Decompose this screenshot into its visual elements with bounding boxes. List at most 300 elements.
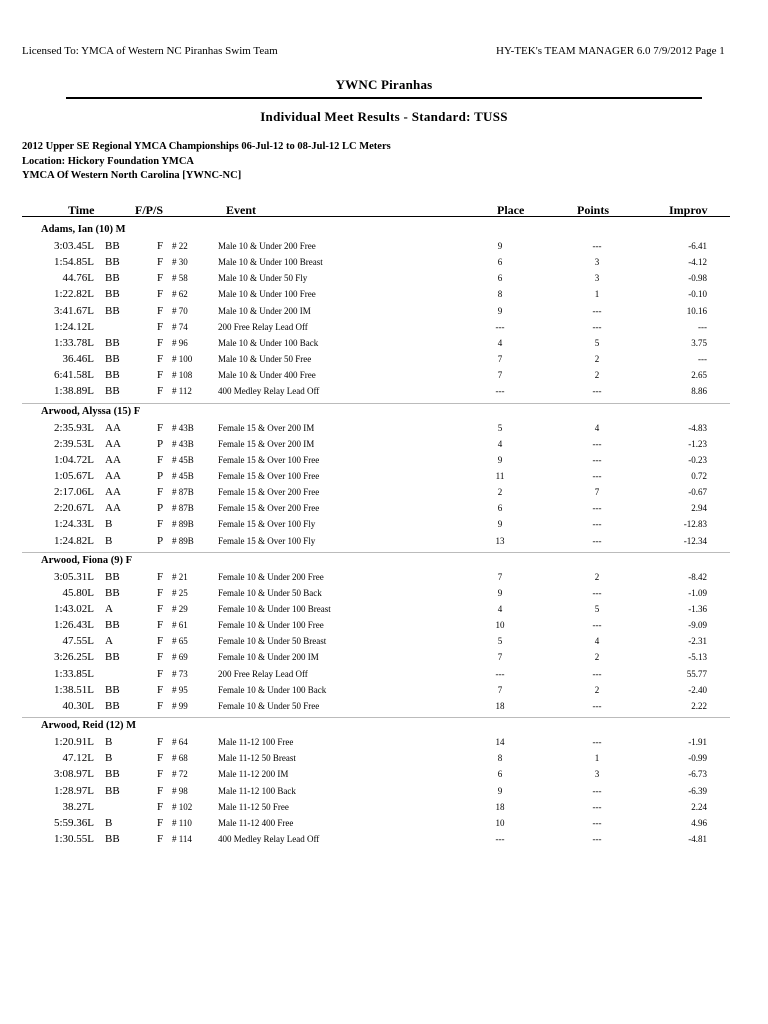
result-event-number: # 110: [172, 817, 192, 828]
result-event: Male 10 & Under 100 Free: [218, 289, 316, 300]
result-final-prelim: F: [157, 320, 164, 333]
result-event-number: # 72: [172, 769, 188, 780]
result-place: ---: [495, 321, 505, 332]
result-final-prelim: F: [157, 385, 164, 398]
result-place: 9: [497, 241, 503, 251]
result-time: 3:08.97L: [53, 768, 94, 781]
result-improvement: -0.98: [688, 273, 707, 284]
result-points: ---: [592, 817, 602, 828]
result-row: [0, 833, 768, 849]
result-standard: BB: [105, 385, 120, 398]
result-event: Female 15 & Over 200 Free: [218, 503, 320, 514]
result-event: 400 Medley Relay Lead Off: [218, 386, 320, 397]
result-row: [0, 752, 768, 768]
result-place: 7: [497, 652, 503, 663]
result-time: 1:43.02L: [53, 603, 94, 615]
result-row: [0, 369, 768, 385]
result-row: [0, 817, 768, 833]
result-event-number: # 29: [172, 604, 188, 614]
col-header-place: Place: [497, 203, 525, 217]
result-event-number: # 114: [172, 833, 192, 844]
result-standard: B: [105, 816, 113, 829]
col-header-points: Points: [577, 203, 610, 217]
result-event: Male 10 & Under 200 Free: [218, 241, 316, 251]
result-final-prelim: F: [157, 353, 164, 366]
result-time: 1:24.33L: [53, 518, 94, 531]
result-event-number: # 64: [172, 737, 188, 748]
result-event-number: # 30: [172, 257, 188, 268]
result-place: 10: [495, 817, 505, 828]
swimmer-name: Adams, Ian (10) M: [41, 224, 126, 235]
result-row: [0, 668, 768, 684]
result-row: [0, 470, 768, 486]
result-improvement: -1.36: [688, 604, 707, 614]
result-time: 1:38.89L: [53, 385, 94, 398]
result-final-prelim: F: [157, 635, 164, 648]
result-points: 3: [594, 273, 600, 284]
result-points: 2: [594, 571, 600, 582]
result-row: [0, 337, 768, 353]
result-points: 5: [594, 337, 600, 348]
result-final-prelim: F: [157, 288, 164, 301]
result-standard: AA: [105, 486, 121, 499]
result-standard: AA: [105, 421, 121, 434]
result-final-prelim: F: [157, 570, 164, 583]
result-improvement: -9.09: [688, 620, 707, 631]
result-points: ---: [592, 700, 602, 711]
result-row: [0, 272, 768, 288]
result-event-number: # 99: [172, 700, 188, 711]
result-event: Male 11-12 200 IM: [218, 769, 289, 780]
result-event: 400 Medley Relay Lead Off: [218, 833, 320, 844]
result-points: ---: [592, 785, 602, 796]
result-final-prelim: F: [157, 619, 164, 632]
result-event-number: # 108: [172, 370, 193, 381]
result-standard: BB: [105, 336, 120, 349]
result-event: Female 10 & Under 50 Free: [218, 700, 320, 711]
result-standard: AA: [105, 453, 121, 466]
result-improvement: 3.75: [691, 337, 707, 348]
result-improvement: 8.86: [691, 386, 707, 397]
license-line: Licensed To: YMCA of Western NC Piranhas Swim Team: [22, 45, 278, 57]
result-time: 2:35.93L: [53, 421, 94, 434]
result-event-number: # 45B: [172, 470, 194, 481]
result-event: Female 10 & Under 100 Back: [218, 684, 327, 695]
header-rule: [22, 216, 730, 217]
result-final-prelim: F: [157, 699, 164, 712]
result-event-number: # 43B: [172, 422, 194, 433]
result-time: 1:05.67L: [53, 469, 94, 482]
result-row: [0, 785, 768, 801]
result-row: [0, 486, 768, 502]
result-standard: A: [105, 603, 113, 615]
result-points: 5: [594, 604, 600, 614]
result-points: ---: [592, 620, 602, 631]
result-points: 3: [594, 257, 600, 268]
result-event-number: # 45B: [172, 454, 194, 465]
result-points: 3: [594, 769, 600, 780]
result-improvement: -12.34: [683, 535, 707, 546]
result-event: Male 10 & Under 100 Breast: [218, 257, 323, 268]
result-improvement: -0.10: [688, 289, 707, 300]
result-event-number: # 65: [172, 636, 188, 647]
result-place: 9: [497, 785, 503, 796]
result-place: 7: [497, 354, 503, 365]
result-row: [0, 305, 768, 321]
result-improvement: -1.91: [688, 737, 707, 748]
result-time: 1:28.97L: [53, 784, 94, 797]
report-title: Individual Meet Results - Standard: TUSS: [260, 109, 508, 124]
swimmer-name: Arwood, Reid (12) M: [41, 720, 137, 732]
result-improvement: -2.31: [688, 636, 707, 647]
result-final-prelim: F: [157, 586, 164, 599]
result-standard: B: [105, 518, 113, 531]
result-standard: BB: [105, 570, 120, 583]
result-row: [0, 619, 768, 635]
result-event-number: # 89B: [172, 535, 194, 546]
result-place: 7: [497, 571, 503, 582]
result-place: 6: [497, 257, 503, 268]
result-final-prelim: F: [157, 603, 164, 615]
result-standard: BB: [105, 256, 120, 269]
result-points: ---: [592, 587, 602, 598]
result-place: ---: [495, 833, 505, 844]
result-place: 7: [497, 370, 503, 381]
result-row: [0, 700, 768, 716]
result-row: [0, 321, 768, 337]
result-improvement: -1.09: [688, 587, 707, 598]
result-points: 7: [594, 487, 600, 498]
result-points: 2: [594, 652, 600, 663]
result-time: 47.55L: [62, 635, 94, 648]
result-event: Male 10 & Under 100 Back: [218, 337, 319, 348]
result-standard: B: [105, 752, 113, 765]
result-place: 9: [497, 454, 503, 465]
result-improvement: 10.16: [686, 305, 707, 316]
result-event-number: # 43B: [172, 438, 194, 449]
result-points: ---: [592, 241, 602, 251]
result-improvement: -0.99: [688, 753, 707, 764]
result-place: 18: [495, 801, 505, 812]
result-time: 2:39.53L: [53, 437, 94, 450]
result-row: [0, 256, 768, 272]
result-points: 2: [594, 684, 600, 695]
result-place: 8: [497, 289, 503, 300]
result-standard: BB: [105, 369, 120, 382]
result-improvement: -2.40: [688, 684, 707, 695]
result-event: 200 Free Relay Lead Off: [218, 668, 308, 679]
result-row: [0, 353, 768, 369]
result-time: 45.80L: [62, 586, 94, 599]
result-event: Female 10 & Under 100 Free: [218, 620, 324, 631]
result-final-prelim: F: [157, 336, 164, 349]
result-final-prelim: P: [157, 469, 164, 482]
col-header-event: Event: [226, 203, 256, 217]
result-improvement: 0.72: [691, 470, 707, 481]
result-place: 14: [495, 737, 505, 748]
result-points: 4: [594, 636, 600, 647]
result-points: 2: [594, 370, 600, 381]
result-points: 1: [594, 753, 600, 764]
swimmer-name: Arwood, Alyssa (15) F: [41, 405, 141, 417]
result-event-number: # 73: [172, 668, 188, 679]
result-improvement: ---: [698, 321, 707, 332]
result-event: Male 10 & Under 50 Fly: [218, 273, 308, 284]
result-standard: B: [105, 534, 113, 547]
result-time: 3:41.67L: [53, 304, 94, 317]
result-final-prelim: F: [157, 683, 164, 696]
result-final-prelim: F: [157, 369, 164, 382]
result-final-prelim: F: [157, 453, 164, 466]
result-improvement: -5.13: [688, 652, 707, 663]
result-event: Male 10 & Under 400 Free: [218, 370, 316, 381]
result-place: 9: [497, 519, 503, 530]
result-improvement: -4.83: [688, 422, 707, 433]
result-time: 1:20.91L: [53, 736, 94, 749]
result-row: [0, 736, 768, 752]
result-row: [0, 454, 768, 470]
result-event: Female 15 & Over 100 Free: [218, 454, 320, 465]
result-event: Female 15 & Over 200 IM: [218, 438, 315, 449]
result-improvement: -1.23: [688, 438, 707, 449]
result-event: 200 Free Relay Lead Off: [218, 321, 308, 332]
result-improvement: -0.67: [688, 487, 707, 498]
result-points: ---: [592, 535, 602, 546]
result-event: Male 10 & Under 50 Free: [218, 354, 312, 365]
result-row: [0, 587, 768, 603]
result-standard: BB: [105, 768, 120, 781]
result-place: 5: [497, 636, 503, 647]
result-improvement: 4.96: [691, 817, 707, 828]
result-place: 6: [497, 503, 503, 514]
col-header-improv: Improv: [669, 203, 708, 217]
result-row: [0, 502, 768, 518]
result-final-prelim: F: [157, 421, 164, 434]
result-improvement: -6.41: [688, 241, 707, 251]
result-standard: BB: [105, 272, 120, 285]
result-final-prelim: P: [157, 534, 164, 547]
result-standard: BB: [105, 240, 120, 252]
result-time: 1:54.85L: [53, 256, 94, 269]
result-standard: BB: [105, 832, 120, 845]
result-place: 10: [495, 620, 505, 631]
result-points: ---: [592, 519, 602, 530]
swimmer-name: Arwood, Fiona (9) F: [41, 554, 132, 566]
result-improvement: -12.83: [683, 519, 707, 530]
result-event-number: # 112: [172, 386, 192, 397]
result-standard: AA: [105, 437, 121, 450]
result-event-number: # 98: [172, 785, 188, 796]
result-time: 2:17.06L: [53, 486, 94, 499]
result-points: ---: [592, 503, 602, 514]
team-title: YWNC Piranhas: [335, 77, 433, 92]
result-place: 5: [497, 422, 503, 433]
result-row: [0, 651, 768, 667]
result-event-number: # 89B: [172, 519, 194, 530]
result-event: Female 15 & Over 200 IM: [218, 422, 315, 433]
result-place: 7: [497, 684, 503, 695]
result-event: Female 15 & Over 100 Fly: [218, 535, 316, 546]
result-standard: BB: [105, 288, 120, 301]
result-improvement: 2.94: [691, 503, 707, 514]
result-time: 1:30.55L: [53, 832, 94, 845]
result-event-number: # 25: [172, 587, 188, 598]
result-final-prelim: F: [157, 816, 164, 829]
result-row: [0, 635, 768, 651]
meet-team: YMCA Of Western North Carolina [YWNC-NC]: [22, 170, 242, 181]
result-event: Female 15 & Over 100 Fly: [218, 519, 316, 530]
result-event: Female 10 & Under 50 Breast: [218, 636, 327, 647]
result-time: 44.76L: [62, 272, 94, 285]
result-time: 1:26.43L: [53, 619, 94, 632]
meet-name: 2012 Upper SE Regional YMCA Championships 06-Jul-12 to 08-Jul-12 LC Meters: [22, 141, 391, 152]
result-points: ---: [592, 668, 602, 679]
result-row: [0, 684, 768, 700]
result-row: [0, 603, 768, 619]
result-place: ---: [495, 386, 505, 397]
result-time: 3:03.45L: [53, 240, 94, 252]
swimmer-separator: [22, 717, 730, 718]
result-standard: A: [105, 635, 113, 648]
result-time: 1:04.72L: [53, 453, 94, 466]
result-standard: BB: [105, 619, 120, 632]
result-event: Male 11-12 50 Breast: [218, 753, 296, 764]
result-row: [0, 240, 768, 256]
result-improvement: -8.42: [688, 571, 707, 582]
result-place: ---: [495, 668, 505, 679]
result-event: Female 10 & Under 50 Back: [218, 587, 322, 598]
software-line: HY-TEK's TEAM MANAGER 6.0 7/9/2012 Page 1: [496, 45, 725, 57]
result-row: [0, 438, 768, 454]
result-final-prelim: F: [157, 736, 164, 749]
result-standard: BB: [105, 353, 120, 366]
result-points: ---: [592, 305, 602, 316]
result-event: Male 11-12 400 Free: [218, 817, 294, 828]
result-time: 38.27L: [62, 800, 94, 813]
result-place: 6: [497, 273, 503, 284]
result-standard: B: [105, 736, 113, 749]
result-points: ---: [592, 737, 602, 748]
result-event-number: # 68: [172, 753, 188, 764]
result-time: 5:59.36L: [53, 816, 94, 829]
result-place: 11: [495, 470, 505, 481]
result-time: 40.30L: [62, 699, 94, 712]
result-improvement: 2.22: [691, 700, 707, 711]
result-event-number: # 95: [172, 684, 188, 695]
result-final-prelim: P: [157, 502, 164, 515]
result-final-prelim: F: [157, 304, 164, 317]
result-place: 18: [495, 700, 505, 711]
result-time: 1:33.78L: [53, 336, 94, 349]
result-event-number: # 58: [172, 273, 188, 284]
result-time: 1:24.12L: [53, 320, 94, 333]
swimmer-separator: [22, 403, 730, 404]
result-improvement: ---: [698, 354, 707, 365]
result-event: Female 10 & Under 200 Free: [218, 571, 324, 582]
result-event-number: # 96: [172, 337, 188, 348]
result-event-number: # 61: [172, 620, 188, 631]
result-standard: BB: [105, 586, 120, 599]
result-points: 2: [594, 354, 600, 365]
meet-location: Location: Hickory Foundation YMCA: [22, 156, 194, 167]
result-event-number: # 87B: [172, 503, 194, 514]
result-final-prelim: F: [157, 272, 164, 285]
result-standard: BB: [105, 699, 120, 712]
result-event: Female 10 & Under 100 Breast: [218, 604, 331, 614]
result-final-prelim: F: [157, 768, 164, 781]
result-row: [0, 801, 768, 817]
result-event: Male 11-12 100 Back: [218, 785, 296, 796]
result-time: 2:20.67L: [53, 502, 94, 515]
result-points: ---: [592, 438, 602, 449]
result-row: [0, 385, 768, 401]
result-row: [0, 571, 768, 587]
result-improvement: -4.81: [688, 833, 707, 844]
result-points: ---: [592, 801, 602, 812]
result-points: ---: [592, 386, 602, 397]
result-event: Female 10 & Under 200 IM: [218, 652, 319, 663]
result-standard: BB: [105, 304, 120, 317]
result-time: 6:41.58L: [53, 369, 94, 382]
result-place: 6: [497, 769, 503, 780]
col-header-time: Time: [68, 203, 95, 217]
result-time: 47.12L: [62, 752, 94, 765]
result-improvement: -4.12: [688, 257, 707, 268]
result-final-prelim: F: [157, 667, 164, 680]
result-place: 4: [497, 337, 503, 348]
result-standard: AA: [105, 502, 121, 515]
result-improvement: -6.73: [688, 769, 707, 780]
result-final-prelim: F: [157, 800, 164, 813]
result-place: 4: [497, 438, 503, 449]
result-improvement: 2.65: [691, 370, 707, 381]
result-event: Male 11-12 100 Free: [218, 737, 294, 748]
result-event: Female 15 & Over 200 Free: [218, 487, 320, 498]
result-improvement: 2.24: [691, 801, 707, 812]
swimmer-separator: [22, 552, 730, 553]
result-standard: BB: [105, 784, 120, 797]
result-event-number: # 102: [172, 801, 193, 812]
result-row: [0, 288, 768, 304]
result-time: 3:26.25L: [53, 651, 94, 664]
result-row: [0, 535, 768, 551]
result-event-number: # 22: [172, 241, 188, 251]
result-time: 3:05.31L: [53, 570, 94, 583]
result-points: 1: [594, 289, 600, 300]
result-event-number: # 87B: [172, 487, 194, 498]
result-standard: BB: [105, 683, 120, 696]
result-event-number: # 70: [172, 305, 188, 316]
result-place: 4: [497, 604, 503, 614]
result-event: Male 11-12 50 Free: [218, 801, 289, 812]
result-event: Female 15 & Over 100 Free: [218, 470, 320, 481]
result-time: 1:24.82L: [53, 534, 94, 547]
result-time: 36.46L: [62, 353, 94, 366]
result-place: 2: [497, 487, 503, 498]
result-points: ---: [592, 454, 602, 465]
result-final-prelim: F: [157, 240, 164, 252]
result-points: ---: [592, 470, 602, 481]
result-event-number: # 74: [172, 321, 188, 332]
result-event-number: # 62: [172, 289, 188, 300]
result-points: 4: [594, 422, 600, 433]
title-rule: [66, 97, 702, 99]
result-final-prelim: F: [157, 651, 164, 664]
result-final-prelim: P: [157, 437, 164, 450]
result-event-number: # 100: [172, 354, 193, 365]
result-row: [0, 518, 768, 534]
result-place: 8: [497, 753, 503, 764]
